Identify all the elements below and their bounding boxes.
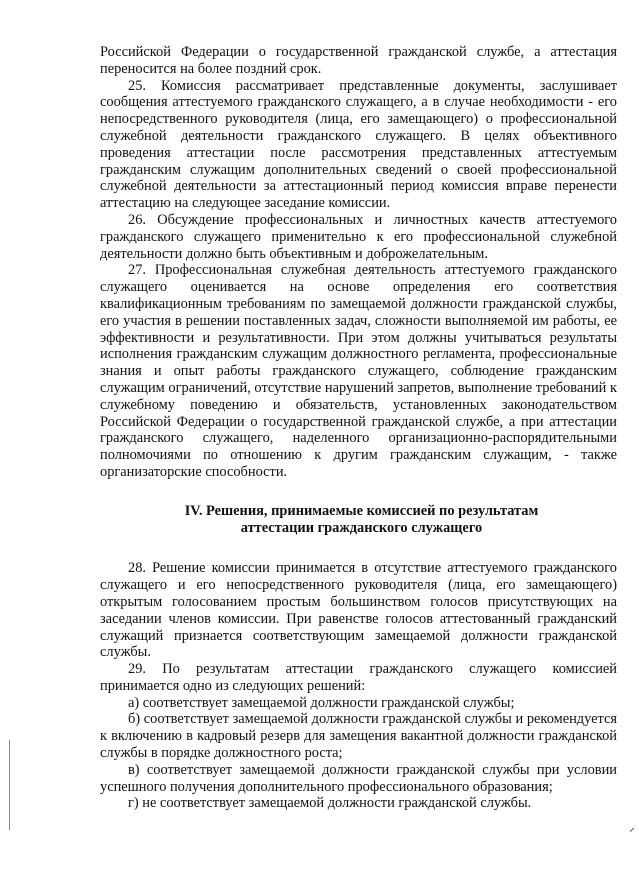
paragraph: 27. Профессиональная служебная деятельность аттестуемого гражданского служащего оценивается на основе определения его соответствия квалификационным требованиям по замещаемой должности гражданской службы, его участия в решении поставленных задач, сложности выполняемой им работы, ее эффективности и результативности. При этом должны учитываться результаты исполнения гражданским служащим должностного регламента, профессиональные знания и опыт работы гражданского служащего, соблюдение гражданским служащим ограничений, отсутствие нарушений запретов, выполнение требований к служебному поведению и обязательств, установленных законодательством Российской Федерации о государственной гражданской службе, а при аттестации гражданского служащего, наделенного организационно-распорядительными полномочиями по отношению к другим гражданским служащим, - также организаторские способности.: [100, 262, 617, 480]
section-heading: [100, 503, 617, 537]
document-page: [100, 44, 617, 812]
paragraph: 29. По результатам аттестации гражданского служащего комиссией принимается одно из следующих решений:: [100, 661, 617, 694]
paragraph: 28. Решение комиссии принимается в отсутствие аттестуемого гражданского служащего и его непосредственного руководителя (лица, его замещающего) открытым голосованием простым большинством голосов присутствующих на заседании членов комиссии. При равенстве голосов аттестованный гражданский служащий признается соответствующим замещаемой должности гражданской службы.: [100, 560, 617, 661]
paragraph: б) соответствует замещаемой должности гражданской службы и рекомендуется к включению в кадровый резерв для замещения вакантной должности гражданской службы в порядке должностного роста;: [100, 711, 617, 762]
paragraph: Российской Федерации о государственной гражданской службе, а аттестация переносится на более поздний срок.: [100, 44, 617, 77]
paragraph: 26. Обсуждение профессиональных и личностных качеств аттестуемого гражданского служащего применительно к его профессиональной служебной деятельности должно быть объективным и доброжелательным.: [100, 211, 617, 262]
pen-tick-mark: [627, 825, 634, 832]
paragraph: а) соответствует замещаемой должности гражданской службы;: [128, 694, 515, 711]
paragraph: 25. Комиссия рассматривает представленные документы, заслушивает сообщения аттестуемого гражданского служащего, а в случае необходимости - его непосредственного руководителя (лица, его замещающего) о профессиональной служебной деятельности гражданского служащего. В целях объективного проведения аттестации после рассмотрения представленных аттестуемым гражданским служащим дополнительных сведений о своей профессиональной служебной деятельности за аттестационный период комиссия вправе перенести аттестацию на следующее заседание комиссии.: [100, 77, 617, 212]
document-body-top: [100, 44, 617, 481]
document-body-bottom: [100, 560, 617, 812]
section-title-line-1: IV. Решения, принимаемые комиссией по результатам: [184, 502, 539, 519]
section-title-line-2: аттестации гражданского служащего: [240, 519, 483, 536]
scan-edge-mark: [9, 740, 10, 830]
paragraph: в) соответствует замещаемой должности гражданской службы при условии успешного получения дополнительного профессионального образования;: [100, 761, 617, 795]
paragraph: г) не соответствует замещаемой должности гражданской службы.: [128, 795, 532, 812]
